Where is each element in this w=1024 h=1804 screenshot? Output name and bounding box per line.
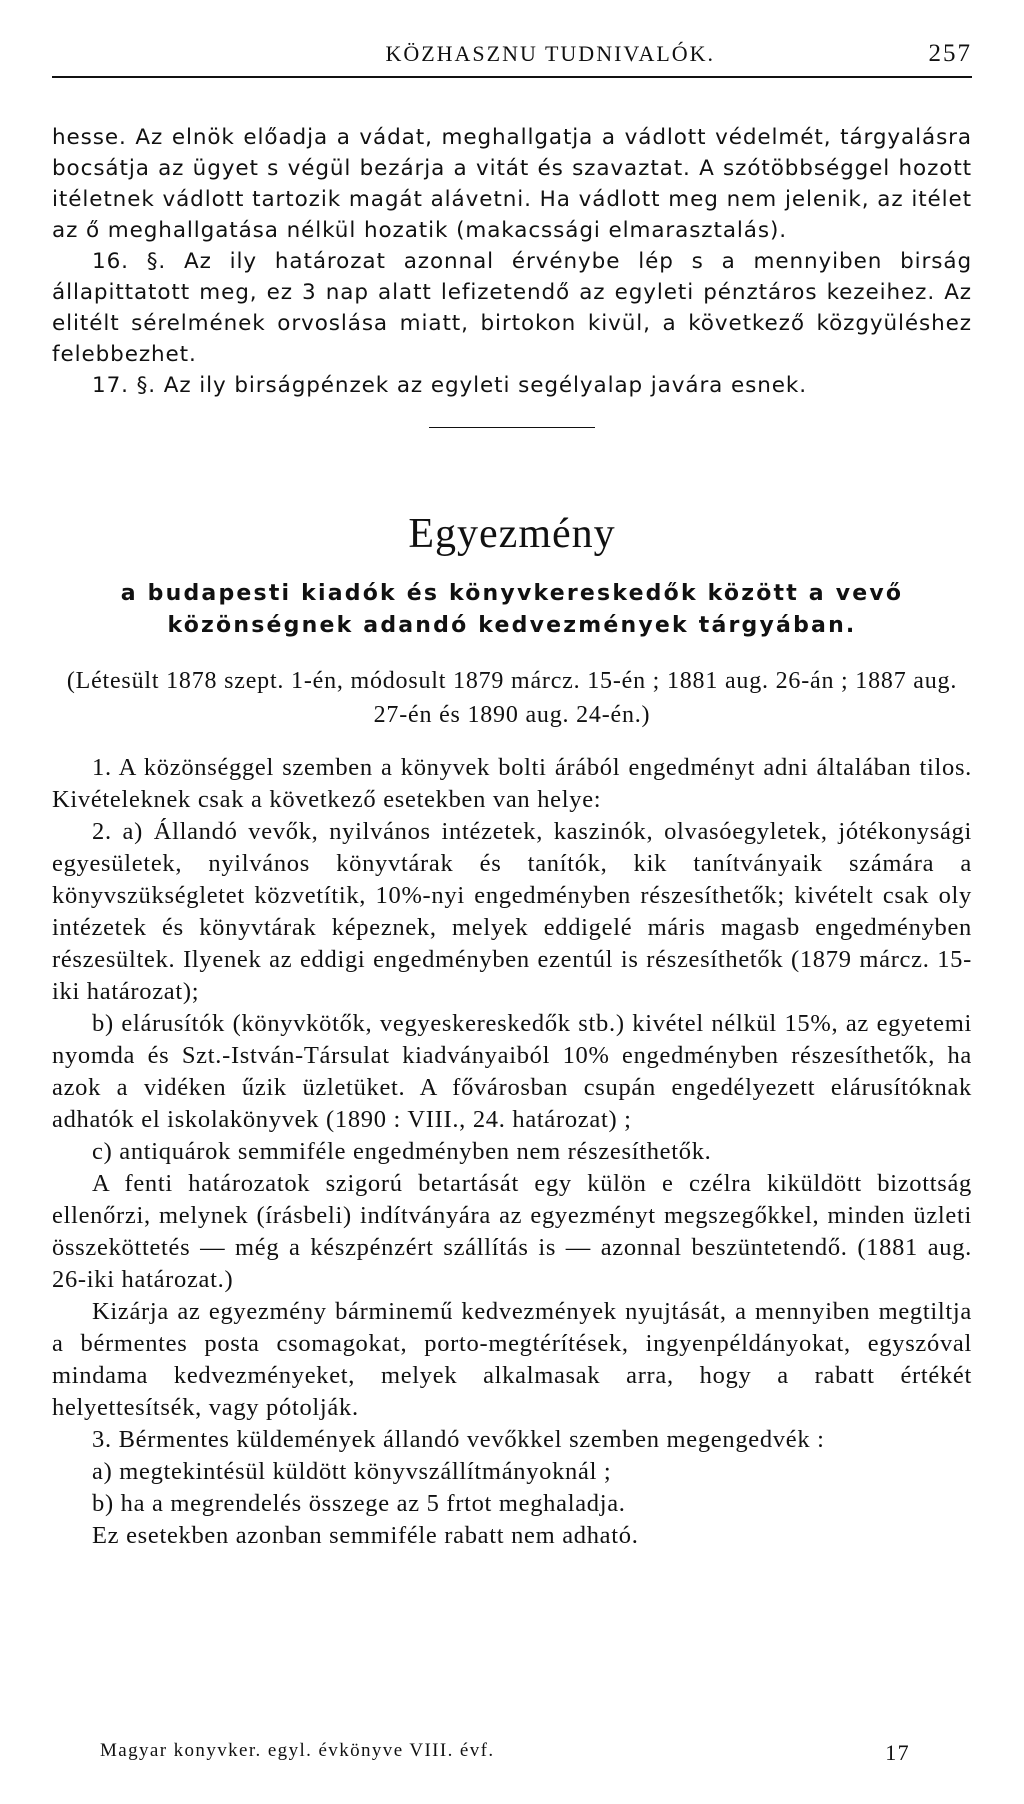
rule-3: 3. Bérmentes küldemények állandó vevőkkel szemben megengedvék :: [92, 1426, 825, 1453]
page-footer: [100, 1740, 910, 1766]
signature-mark: 17: [885, 1740, 910, 1765]
agreement-rules: [52, 752, 972, 1552]
rule-3a: a) megtekintésül küldött könyvszállítmányoknál ;: [92, 1458, 612, 1485]
closing-note: Ez esetekben azonban semmiféle rabatt nem adható.: [92, 1522, 639, 1549]
rule-2c: c) antiquárok semmiféle engedményben nem részesíthetők.: [92, 1138, 712, 1165]
section-divider: [429, 427, 595, 428]
establishment-dates: (Létesült 1878 szept. 1-én, módosult 1879 márcz. 15-én ; 1881 aug. 26-án ; 1887 aug. 27-én és 1890 aug. 24-én.): [66, 668, 958, 728]
exclusion-paragraph: Kizárja az egyezmény bárminemű kedvezmények nyujtását, a mennyiben megtiltja a bérmentes posta csomagokat, porto-megtérítések, ingyenpéldányokat, egyszóval mindama kedvezményeket, melyek alkalmasak arra, hogy a rabatt értékét helyettesítsék, vagy pótolják.: [52, 1298, 972, 1421]
continuation-text: [52, 122, 972, 401]
running-head: [52, 40, 972, 78]
enforcement-paragraph: A fenti határozatok szigorú betartását egy külön e czélra kiküldött bizottság ellenőrzi, melynek (írásbeli) indítványára az egyezményt megszegőkkel, minden üzleti összeköttetés — még a készpénzért szállítás is — azonnal beszüntetendő. (1881 aug. 26-iki határozat.): [52, 1170, 972, 1293]
footer-publication: Magyar konyvker. egyl. évkönyve VIII. évf.: [100, 1740, 495, 1761]
rule-2b: b) elárusítók (könyvkötők, vegyeskereskedők stb.) kivétel nélkül 15%, az egyetemi nyomda és Szt.-István-Társulat kiadványaiból 10% engedményben részesíthetők, ha azok a vidéken űzik üzletüket. A fővárosban csupán engedélyezett elárusítóknak adhatók el iskolakönyvek (1890 : VIII., 24. határozat) ;: [52, 1010, 972, 1133]
rule-3b: b) ha a megrendelés összege az 5 frtot meghaladja.: [92, 1490, 626, 1517]
section-17-paragraph: 17. §. Az ily birságpénzek az egyleti segélyalap javára esnek.: [92, 373, 807, 398]
book-page: [52, 40, 972, 1552]
paragraph: hesse. Az elnök előadja a vádat, meghallgatja a vádlott védelmét, tárgyalásra bocsátja az ügyet s végül bezárja a vitát és szavaztat. A szótöbbséggel hozott itéletnek vádlott tartozik magát alávetni. Ha vádlott meg nem jelenik, az itélet az ő meghallgatása nélkül hozatik (makacssági elmarasztalás).: [52, 125, 972, 243]
agreement-title: Egyezmény: [408, 511, 616, 557]
rule-2a: 2. a) Állandó vevők, nyilvános intézetek, kaszinók, olvasóegyletek, jótékonysági egyesületek, nyilvános könyvtárak és tanítók, kik tanítványaik számára a könyvszükségletet közvetítik, 10%-nyi engedményben részesíthetők; kivételt csak oly intézetek és könyvtárak képeznek, melyek eddigelé máris magasb engedményben részesültek. Ilyenek az eddigi engedményben ezentúl is részesíthetők (1879 márcz. 15-iki határozat);: [52, 818, 972, 1005]
agreement-subtitle: a budapesti kiadók és könyvkereskedők között a vevő közönségnek adandó kedvezmények tárgyában.: [120, 581, 904, 638]
section-16-paragraph: 16. §. Az ily határozat azonnal érvénybe lép s a mennyiben birság állapittatott meg, ez 3 nap alatt lefizetendő az egyleti pénztáros kezeihez. Az elitélt sérelmének orvoslása miatt, birtokon kivül, a következő közgyüléshez felebbezhet.: [52, 249, 972, 367]
page-number: 257: [928, 40, 972, 67]
running-title: KÖZHASZNU TUDNIVALÓK.: [385, 41, 716, 66]
rule-1: 1. A közönséggel szemben a könyvek bolti árából engedményt adni általában tilos. Kivételeknek csak a következő esetekben van helye:: [52, 754, 972, 813]
